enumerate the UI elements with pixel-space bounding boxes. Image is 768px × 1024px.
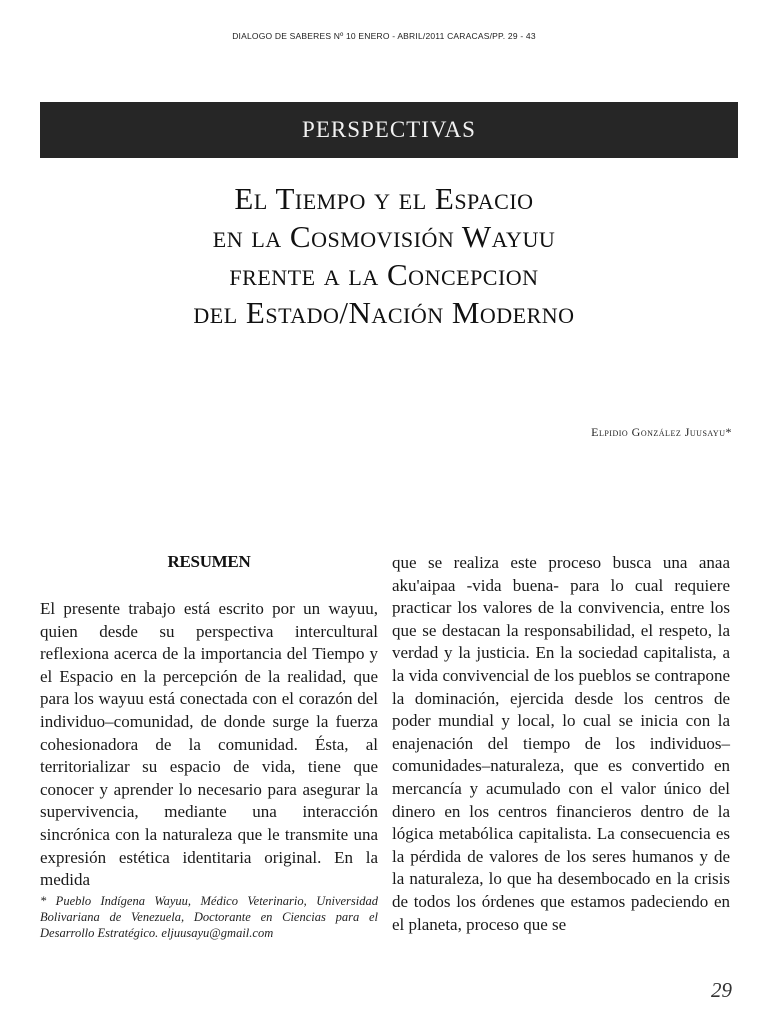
section-banner [40,102,738,158]
right-column [392,552,730,936]
title-line: El Tiempo y el Espacio [234,181,534,216]
author-footnote: * Pueblo Indígena Wayuu, Médico Veterinario, Universidad Bolivariana de Venezuela, Doctorante en Ciencias para el Desarrollo Estratégico. eljuusayu@gmail.com [40,894,378,940]
author-name: Elpidio González Juusayu* [591,425,732,439]
title-line: del Estado/Nación Moderno [193,295,575,330]
title-line: frente a la Concepcion [229,257,539,292]
abstract-paragraph: El presente trabajo está escrito por un wayuu, quien desde su perspectiva intercultural reflexiona acerca de la importancia del Tiempo y el Espacio en la percepción de la realidad, que para los wayuu está conectada con el corazón del individuo–comunidad, de donde surge la fuerza cohesionadora de la comunidad. Ésta, al territorializar su espacio de vida, tiene que conocer y aprender lo necesario para asegurar la supervivencia, mediante una interacción sincrónica con la naturaleza que le transmite una expresión estética identitaria original. En la medida [40,599,378,890]
running-header: DIALOGO DE SABERES Nº 10 ENERO - ABRIL/2011 CARACAS/PP. 29 - 43 [232,31,536,41]
abstract-paragraph-continued: que se realiza este proceso busca una anaa aku'aipaa -vida buena- para lo cual requiere practicar los valores de la convivencia, entre los que se destacan la responsabilidad, el respeto, la verdad y la justicia. En la sociedad capitalista, a la vida convivencial de los pueblos se contrapone la dominación, ejercida desde los centros de poder mundial y local, lo cual se inicia con la enajenación del tiempo de los individuos–comunidades–naturaleza, que es convertido en mercancía y acumulado con el valor único del dinero en los centros financieros dentro de la lógica metabólica capitalista. La consecuencia es la pérdida de valores de los seres humanos y de la naturaleza, lo que ha desembocado en la crisis de todos los órdenes que estamos padeciendo en el planeta, proceso que se [392,553,730,934]
section-banner-label: PERSPECTIVAS [302,117,476,142]
title-line: en la Cosmovisión Wayuu [212,219,556,254]
page-number: 29 [711,978,732,1002]
abstract-heading: RESUMEN [167,552,251,571]
article-title [0,180,768,332]
left-column [40,598,378,892]
